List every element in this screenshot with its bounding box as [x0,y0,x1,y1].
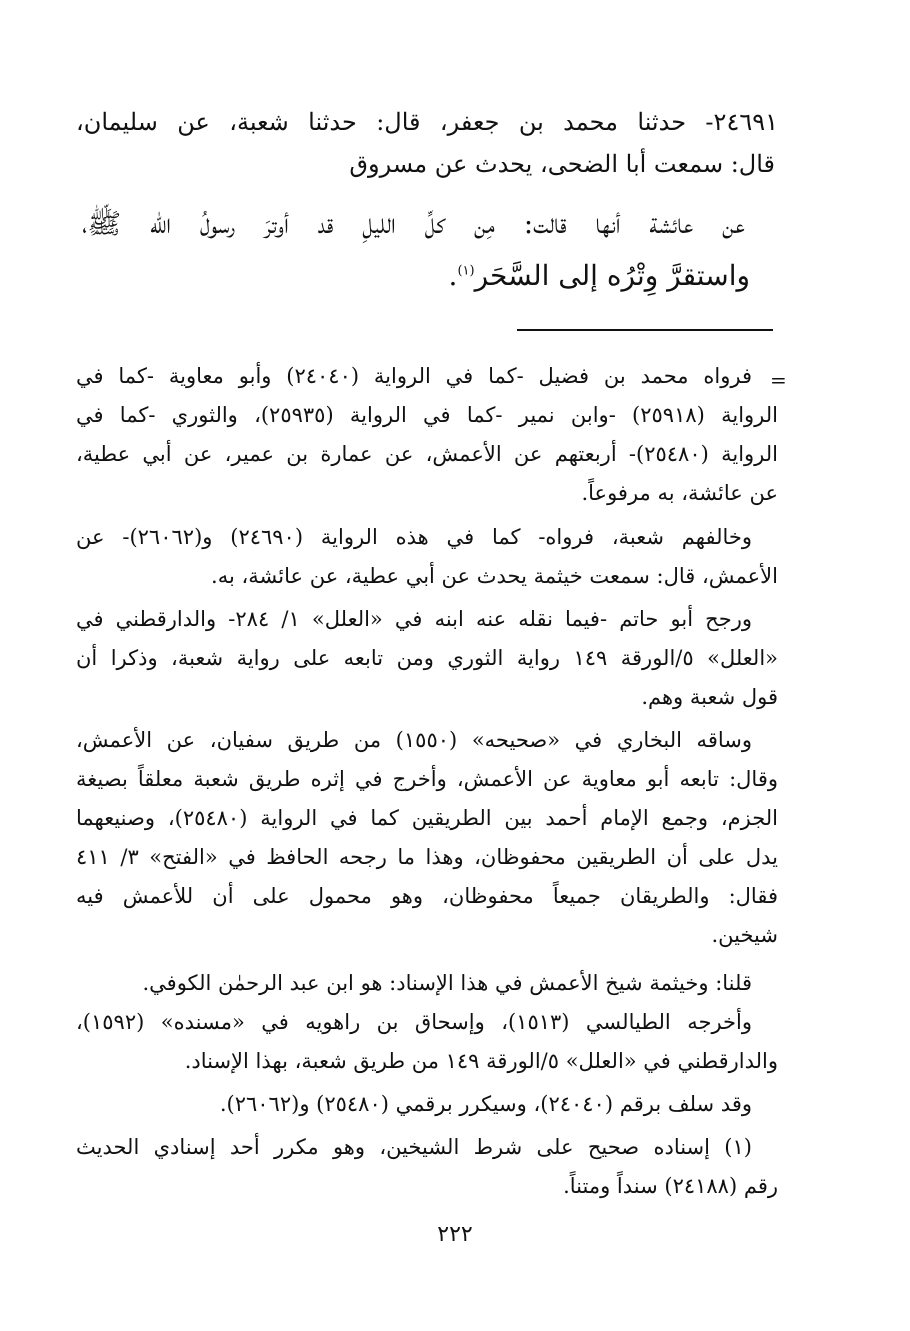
hadith-isnad-line-1: ٢٤٦٩١- حدثنا محمد بن جعفر، قال: حدثنا شعبة، عن سليمان، [76,108,778,136]
footnote-line: الرواية (٢٥٩١٨) -وابن نمير -كما في الرواية (٢٥٩٣٥)، والثوري -كما في [76,403,778,427]
footnote-line: الرواية (٢٥٤٨٠)- أربعتهم عن الأعمش، عن عمارة بن عمير، عن أبي عطية، [76,442,778,466]
footnote-line: فرواه محمد بن فضيل -كما في الرواية (٢٤٠٤٠) وأبو معاوية -كما في [76,364,752,388]
hadith-matn-text: واستقرَّ وِتْرُه إلى السَّحَر [474,259,750,292]
footnote-line: ورجح أبو حاتم -فيما نقله عنه ابنه في «العلل» ١/ ٢٨٤- والدارقطني في [76,607,752,631]
footnote-line: قلنا: وخيثمة شيخ الأعمش في هذا الإسناد: هو ابن عبد الرحمٰن الكوفي. [142,971,752,995]
page-number: ٢٢٢ [437,1222,473,1247]
footnote-line: شيخين. [711,923,778,947]
footnote-line: والدارقطني في «العلل» ٥/الورقة ١٤٩ من طريق شعبة، بهذا الإسناد. [184,1049,778,1073]
footnote-line: وقد سلف برقم (٢٤٠٤٠)، وسيكرر برقمي (٢٥٤٨٠) و(٢٦٠٦٢). [219,1092,752,1116]
footnote-line: وخالفهم شعبة، فرواه- كما في هذه الرواية (٢٤٦٩٠) و(٢٦٠٦٢)- عن [76,525,753,549]
footnote-line: وساقه البخاري في «صحيحه» (١٥٥٠) من طريق سفيان، عن الأعمش، [76,728,752,752]
footnote-line: قول شعبة وهم. [641,685,778,709]
footnote-line: وقال: تابعه أبو معاوية عن الأعمش، وأخرج في إثره طريق شعبة معلقاً بصيغة [76,767,778,791]
footnote-line: الجزم، وجمع الإمام أحمد بين الطريقين كما في الرواية (٢٥٤٨٠)، وصنيعهما [76,806,778,830]
continuation-mark: = [770,368,787,392]
hadith-matn-line-1: عن عائشة أنها قالت: مِن كلِّ الليلِ قد أوترَ رسولُ الله ﷺ، [82,207,745,240]
footnote-line: رقم (٢٤١٨٨) سنداً ومتناً. [563,1174,778,1198]
hadith-matn-line-2 [448,259,750,292]
footnote-line: يدل على أن الطريقين محفوظان، وهذا ما رجحه الحافظ في «الفتح» ٣/ ٤١١ [76,845,778,869]
footnote-line: فقال: والطريقان جميعاً محفوظان، وهو محمول على أن للأعمش فيه [76,884,778,908]
footnote-line: عن عائشة، به مرفوعاً. [581,481,778,505]
footnote-separator [517,329,773,331]
footnote-line: «العلل» ٥/الورقة ١٤٩ رواية الثوري ومن تابعه على رواية شعبة، وذكرا أن [76,646,779,670]
footnote-line: (١) إسناده صحيح على شرط الشيخين، وهو مكرر أحد إسنادي الحديث [76,1135,752,1159]
footnote-line: الأعمش، قال: سمعت خيثمة يحدث عن أبي عطية، عن عائشة، به. [211,564,778,588]
footnote-line: وأخرجه الطيالسي (١٥١٣)، وإسحاق بن راهويه في «مسنده» (١٥٩٢)، [76,1010,752,1034]
hadith-isnad-line-2: قال: سمعت أبا الضحى، يحدث عن مسروق [349,150,775,178]
hadith-matn-end: . [448,259,458,292]
footnote-reference: (١) [457,263,475,279]
